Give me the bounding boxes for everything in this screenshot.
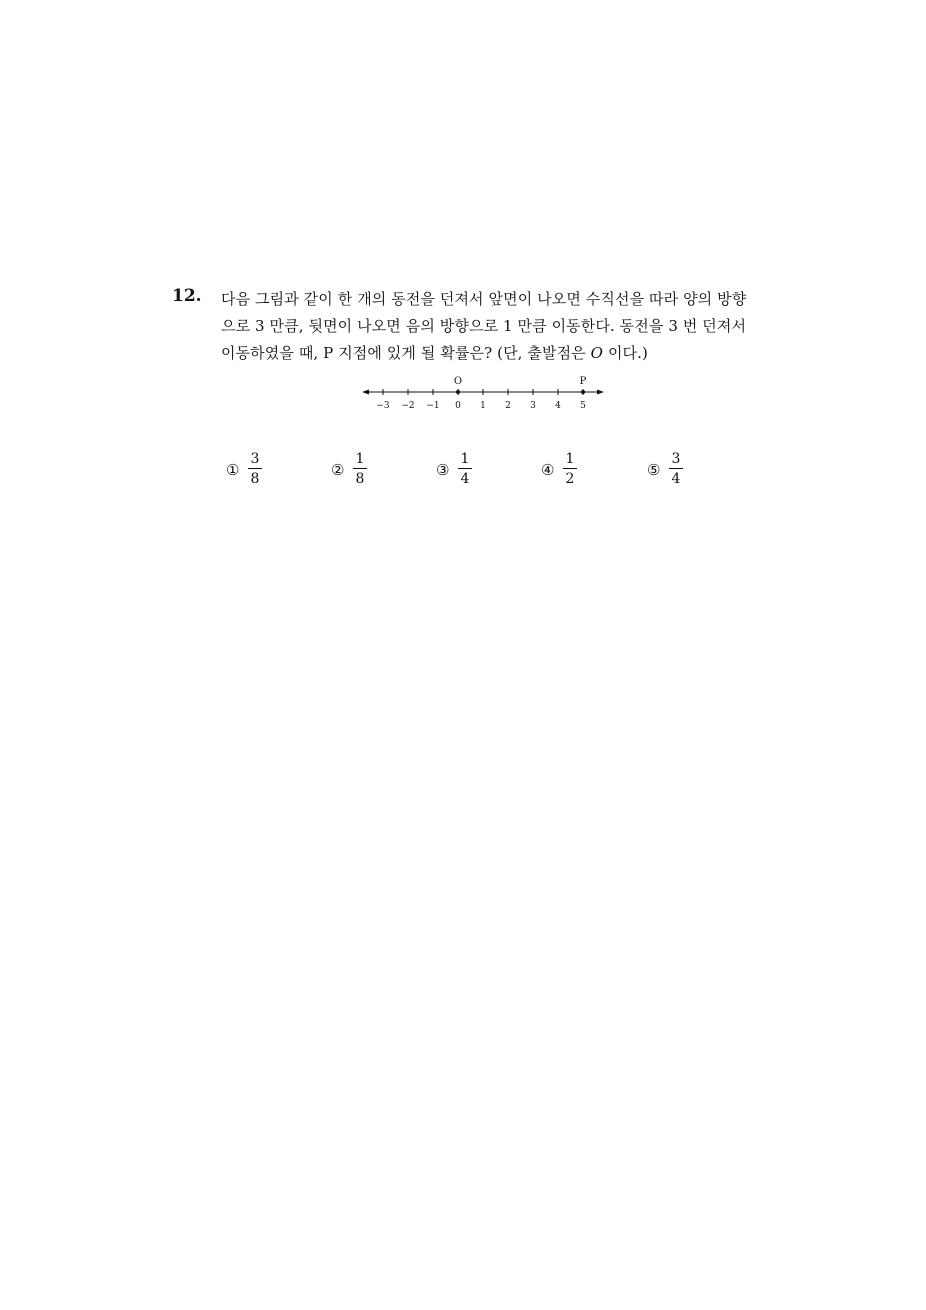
choice-5-marker: ⑤ xyxy=(647,461,661,479)
left-arrowhead xyxy=(362,390,369,395)
choice-1-numerator: 3 xyxy=(250,451,260,467)
number-line-tick-label: 5 xyxy=(580,401,586,411)
origin-symbol: O xyxy=(590,344,604,362)
choice-5-fraction xyxy=(669,451,683,488)
right-arrowhead xyxy=(597,390,604,395)
number-line-tick-label: 3 xyxy=(530,401,536,411)
point-o-marker xyxy=(456,390,460,394)
choice-4-numerator: 1 xyxy=(565,451,575,467)
choice-3-numerator: 1 xyxy=(460,451,470,467)
number-line-figure xyxy=(358,372,608,414)
point-p-marker xyxy=(581,390,585,394)
number-line-points xyxy=(454,376,587,394)
fraction-bar xyxy=(248,468,262,469)
choice-2-fraction xyxy=(353,451,367,488)
choice-3-denominator: 4 xyxy=(460,471,470,487)
choice-5-denominator: 4 xyxy=(671,471,681,487)
number-line-tick-label: 0 xyxy=(455,401,461,411)
point-o-label: O xyxy=(453,376,463,387)
choice-2-numerator: 1 xyxy=(355,451,365,467)
fraction-bar xyxy=(669,468,683,469)
question-text-line-1: 다음 그림과 같이 한 개의 동전을 던져서 앞면이 나오면 수직선을 따라 양의 방향 xyxy=(221,290,747,308)
question-text-line-3-main: 이동하였을 때, P 지점에 있게 될 확률은? (단, 출발점은 xyxy=(221,344,586,362)
number-line-tick-label: 4 xyxy=(555,401,561,411)
number-line-tick-label: 1 xyxy=(480,401,486,411)
point-p-label: P xyxy=(579,376,587,387)
question-text-line-3-tail: 이다.) xyxy=(607,344,648,362)
choice-4-fraction xyxy=(563,451,577,488)
number-line-tick-label: −1 xyxy=(426,401,440,411)
choice-2-marker: ② xyxy=(331,461,345,479)
fraction-bar xyxy=(563,468,577,469)
number-line-tick-label: −2 xyxy=(401,401,415,411)
fraction-bar xyxy=(458,468,472,469)
choice-3-marker: ③ xyxy=(436,461,450,479)
fraction-bar xyxy=(353,468,367,469)
choice-2-denominator: 8 xyxy=(355,471,365,487)
choice-1-denominator: 8 xyxy=(250,471,260,487)
question-text-line-2: 으로 3 만큼, 뒷면이 나오면 음의 방향으로 1 만큼 이동한다. 동전을 3 번 던져서 xyxy=(221,317,747,335)
question-number: 12. xyxy=(172,286,202,306)
choice-1-marker: ① xyxy=(226,461,240,479)
choice-3-fraction xyxy=(458,451,472,488)
choice-5-numerator: 3 xyxy=(671,451,681,467)
choice-4-marker: ④ xyxy=(541,461,555,479)
number-line-tick-label: −3 xyxy=(376,401,390,411)
choice-4-denominator: 2 xyxy=(565,471,575,487)
number-line-tick-label: 2 xyxy=(505,401,511,411)
number-line-tick-labels xyxy=(376,401,586,411)
choice-1-fraction xyxy=(248,451,262,488)
question-text-line-3 xyxy=(221,342,648,363)
